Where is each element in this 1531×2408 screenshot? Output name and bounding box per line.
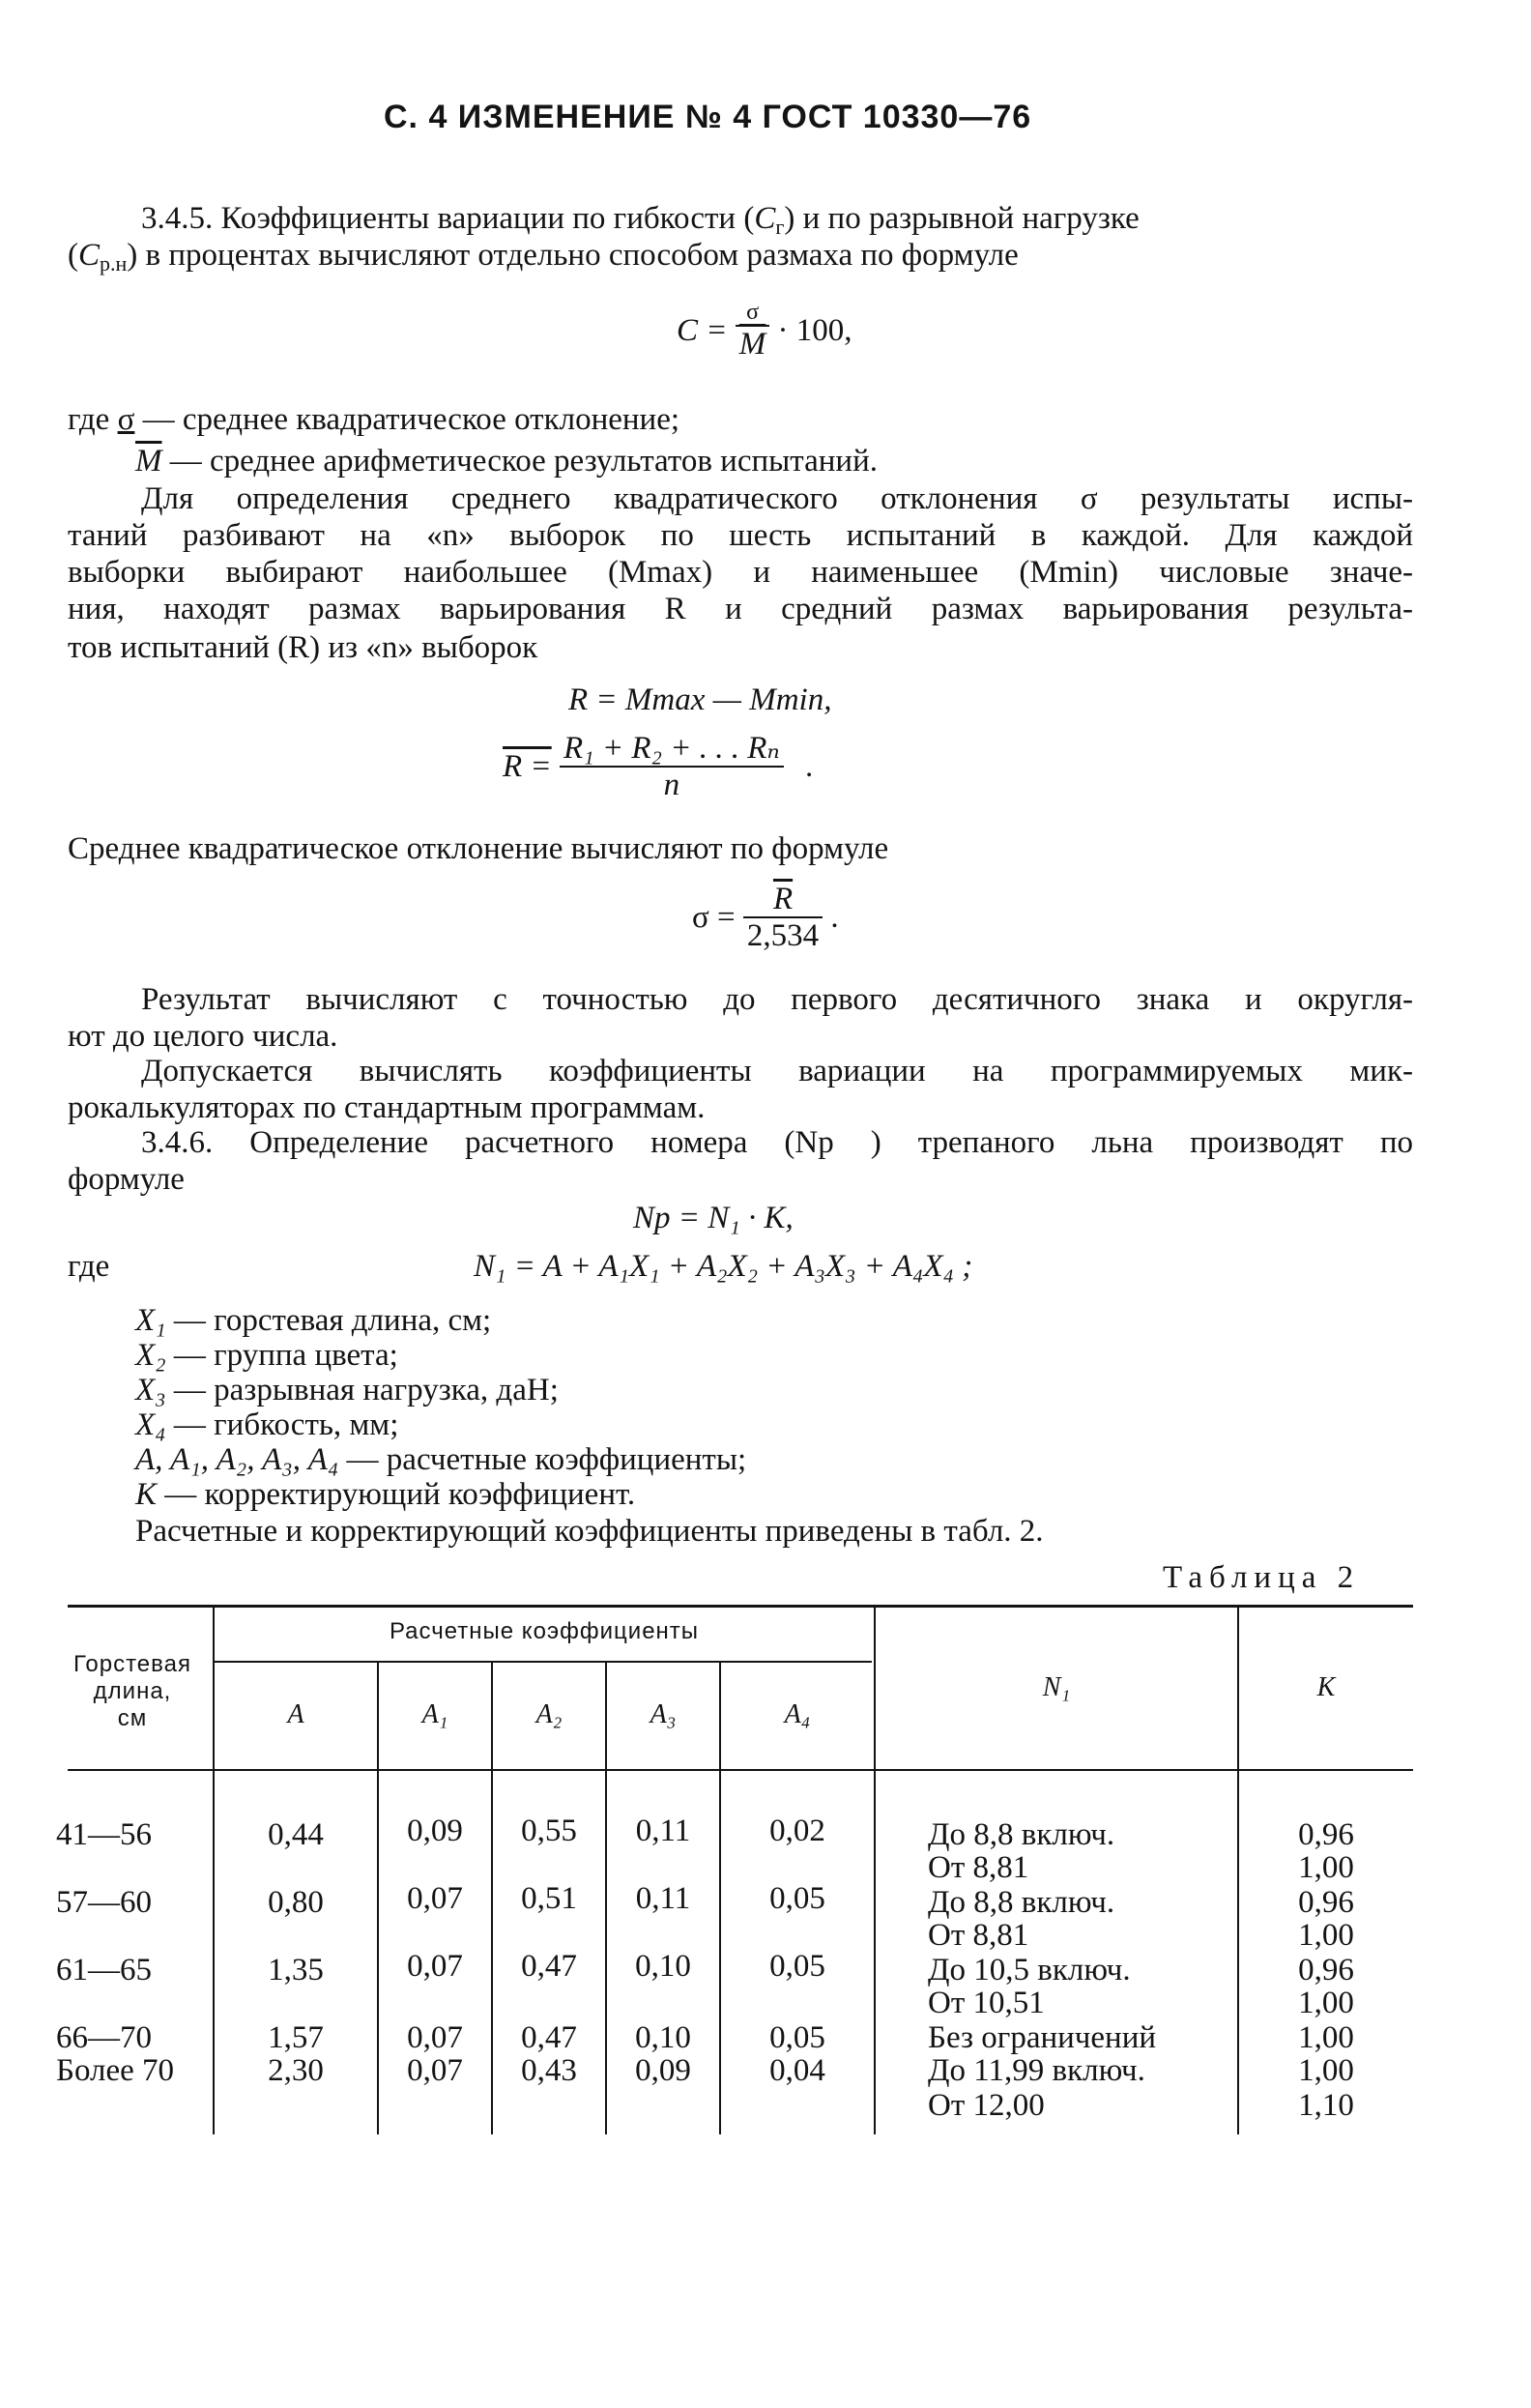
where-label: где <box>68 402 110 437</box>
row4-a2: 0,47 <box>521 2020 577 2055</box>
formula-sigma-numerator: $\overline{R}$ <box>743 882 823 918</box>
formula-sigma-denominator: 2,534 <box>746 918 820 953</box>
def-x1-text: — горстевая длина, см; <box>173 1303 492 1338</box>
row5-a4: 0,04 <box>769 2053 825 2088</box>
p2-line1: Для определения среднего квадратического отклонения σ результаты испы- <box>141 481 1413 516</box>
row2-a3: 0,11 <box>635 1881 691 1916</box>
row5-a3: 0,09 <box>635 2053 691 2088</box>
row1-a4: 0,02 <box>769 1813 825 1848</box>
row4-a3: 0,10 <box>635 2020 691 2055</box>
formula-sigma-fraction <box>743 882 823 953</box>
page-header: С. 4 ИЗМЕНЕНИЕ № 4 ГОСТ 10330—76 <box>384 99 1032 135</box>
def-x1 <box>135 1303 491 1338</box>
table-top-rule <box>68 1605 1413 1608</box>
th-a1: A₁ <box>421 1699 448 1729</box>
def-x4-text: — гибкость, мм; <box>173 1407 399 1442</box>
formula-sigma-lhs: σ = <box>692 900 736 935</box>
row2-n1-a: До 8,8 включ. <box>928 1885 1115 1920</box>
row1-length: 41—56 <box>56 1817 152 1852</box>
row2-a4: 0,05 <box>769 1881 825 1916</box>
cpn-symbol: C <box>78 238 101 273</box>
row5-a: 2,30 <box>268 2053 324 2088</box>
row5-n1-b: От 12,00 <box>928 2088 1045 2123</box>
cpn-subscript: р.н <box>100 251 128 276</box>
m-symbol: $\overline{M}$ <box>135 444 162 479</box>
m-definition: — среднее арифметическое результатов испытаний. <box>169 444 879 479</box>
def-x1-symbol: X₁ <box>135 1303 166 1338</box>
formula-rmean-numerator: R₁ + R₂ + . . . Rₙ <box>560 731 784 768</box>
def-k-symbol: K <box>135 1477 158 1512</box>
formula-rmean-denominator: n <box>663 768 680 802</box>
th-k: K <box>1316 1672 1336 1702</box>
def-a <box>135 1442 746 1477</box>
row3-n1-a: До 10,5 включ. <box>928 1953 1131 1987</box>
th-a4: A₄ <box>784 1699 811 1729</box>
formula-c-fraction <box>736 300 770 362</box>
formula-c-rhs: · 100, <box>777 313 852 348</box>
th-n1: N₁ <box>1042 1672 1071 1702</box>
row3-k-a: 0,96 <box>1298 1953 1354 1987</box>
p2-line3: выборки выбирают наибольшее (Mmax) и наименьшее (Mmin) числовые значе- <box>68 555 1413 590</box>
def-k-text: — корректирующий коэффициент. <box>164 1477 636 1512</box>
def-x3 <box>135 1373 559 1407</box>
th-length-line1: Горстевая <box>73 1651 191 1677</box>
def-x4-symbol: X₄ <box>135 1407 166 1442</box>
row1-n1-a: До 8,8 включ. <box>928 1817 1115 1852</box>
formula-np: Nр = N₁ · K, <box>633 1201 794 1235</box>
p4-line1: Результат вычисляют с точностью до первого десятичного знака и округля- <box>141 982 1413 1017</box>
row5-length: Более 70 <box>56 2053 175 2088</box>
row4-length: 66—70 <box>56 2020 152 2055</box>
row1-k-a: 0,96 <box>1298 1817 1354 1852</box>
sigma-symbol: σ <box>117 402 135 437</box>
row5-k-a: 1,00 <box>1298 2053 1354 2088</box>
formula-c-denominator: M <box>738 327 766 362</box>
th-length-line2: длина, <box>93 1678 172 1704</box>
row1-a2: 0,55 <box>521 1813 577 1848</box>
p345-text-b: и по разрывной нагрузке <box>802 201 1140 236</box>
row5-n1-a: До 11,99 включ. <box>928 2053 1145 2088</box>
row3-k-b: 1,00 <box>1298 1986 1354 2020</box>
formula-rmean-lhs: R = <box>503 749 552 784</box>
def-x2-symbol: X₂ <box>135 1338 166 1373</box>
row2-a2: 0,51 <box>521 1881 577 1916</box>
cg-symbol: C <box>754 201 776 236</box>
formula-rmean-end: . <box>805 749 814 784</box>
row2-n1-b: От 8,81 <box>928 1918 1029 1953</box>
formula-c <box>677 300 852 362</box>
p4-line5: 3.4.6. Определение расчетного номера (Nр ) трепаного льна производят по <box>141 1125 1413 1160</box>
row2-a: 0,80 <box>268 1885 324 1920</box>
row4-k: 1,00 <box>1298 2020 1354 2055</box>
p2-line5: тов испытаний (R) из «n» выборок <box>68 630 538 665</box>
th-coefficients: Расчетные коэффициенты <box>389 1618 700 1644</box>
row5-a2: 0,43 <box>521 2053 577 2088</box>
th-length-line3: см <box>117 1705 148 1731</box>
row5-k-b: 1,10 <box>1298 2088 1354 2123</box>
paragraph-table-ref: Расчетные и корректирующий коэффициенты приведены в табл. 2. <box>135 1514 1044 1549</box>
row2-length: 57—60 <box>56 1885 152 1920</box>
def-a-symbol: A, A₁, A₂, A₃, A₄ <box>135 1442 339 1477</box>
table-group-rule <box>215 1661 872 1663</box>
p2-line4: ния, находят размах варьирования R и средний размах варьирования результа- <box>68 592 1413 626</box>
th-length <box>52 1651 213 1732</box>
formula-n1: N₁ = A + A₁X₁ + A₂X₂ + A₃X₃ + A₄X₄ ; <box>474 1249 973 1284</box>
sigma-definition: — среднее квадратическое отклонение; <box>142 402 680 437</box>
th-a2: A₂ <box>535 1699 563 1729</box>
formula-rmean <box>503 731 813 802</box>
row3-a3: 0,10 <box>635 1949 691 1984</box>
p2-line2: таний разбивают на «n» выборок по шесть испытаний в каждой. Для каждой <box>68 518 1413 553</box>
row1-a1: 0,09 <box>407 1813 463 1848</box>
p345-text-c: в процентах вычисляют отдельно способом размаха по формуле <box>145 238 1019 273</box>
formula-n1-label: где <box>68 1249 110 1284</box>
def-a-text: — расчетные коэффициенты; <box>346 1442 747 1477</box>
row3-a: 1,35 <box>268 1953 324 1987</box>
def-x2-text: — группа цвета; <box>173 1338 398 1373</box>
row4-n1: Без ограничений <box>928 2020 1157 2055</box>
def-x4 <box>135 1407 398 1442</box>
row2-k-a: 0,96 <box>1298 1885 1354 1920</box>
where-m <box>135 444 878 479</box>
cg-subscript: г <box>775 215 785 239</box>
row1-k-b: 1,00 <box>1298 1850 1354 1885</box>
row4-a1: 0,07 <box>407 2020 463 2055</box>
def-x2 <box>135 1338 398 1373</box>
formula-c-lhs: C = <box>677 313 728 348</box>
table-caption: Таблица 2 <box>1163 1560 1361 1595</box>
p4-line6: формуле <box>68 1162 185 1197</box>
row2-a1: 0,07 <box>407 1881 463 1916</box>
p4-line4: рокалькуляторах по стандартным программам. <box>68 1090 706 1125</box>
def-k <box>135 1477 635 1512</box>
row2-k-b: 1,00 <box>1298 1918 1354 1953</box>
formula-c-numerator: σ <box>736 300 770 327</box>
th-a: A <box>287 1699 304 1729</box>
paragraph-345-line2: $(C_{р.н})$ в процентах вычисляют отдельно способом размаха по формуле <box>68 238 1019 276</box>
p4-line3: Допускается вычислять коэффициенты вариации на программируемых мик- <box>141 1054 1413 1088</box>
formula-sigma <box>692 882 839 953</box>
row3-a1: 0,07 <box>407 1949 463 1984</box>
paragraph-345-line1: 3.4.5. Коэффициенты вариации по гибкости $(C_г)$ и по разрывной нагрузке <box>141 201 1140 239</box>
row1-n1-b: От 8,81 <box>928 1850 1029 1885</box>
row5-a1: 0,07 <box>407 2053 463 2088</box>
p4-line2: ют до целого числа. <box>68 1019 338 1054</box>
def-x3-symbol: X₃ <box>135 1373 166 1407</box>
row1-a3: 0,11 <box>635 1813 691 1848</box>
formula-r: R = Mmax — Mmin, <box>568 682 832 717</box>
def-x3-text: — разрывная нагрузка, даН; <box>173 1373 559 1407</box>
where-sigma <box>68 402 679 437</box>
row4-a4: 0,05 <box>769 2020 825 2055</box>
row1-a: 0,44 <box>268 1817 324 1852</box>
paragraph-sigma-formula: Среднее квадратическое отклонение вычисляют по формуле <box>68 831 889 866</box>
row4-a: 1,57 <box>268 2020 324 2055</box>
table-header-rule <box>68 1769 1413 1771</box>
row3-n1-b: От 10,51 <box>928 1986 1045 2020</box>
row3-length: 61—65 <box>56 1953 152 1987</box>
row3-a2: 0,47 <box>521 1949 577 1984</box>
row3-a4: 0,05 <box>769 1949 825 1984</box>
th-a3: A₃ <box>650 1699 677 1729</box>
p345-text-a: 3.4.5. Коэффициенты вариации по гибкости <box>141 201 737 236</box>
formula-sigma-end: . <box>830 900 839 935</box>
formula-rmean-fraction <box>560 731 784 802</box>
